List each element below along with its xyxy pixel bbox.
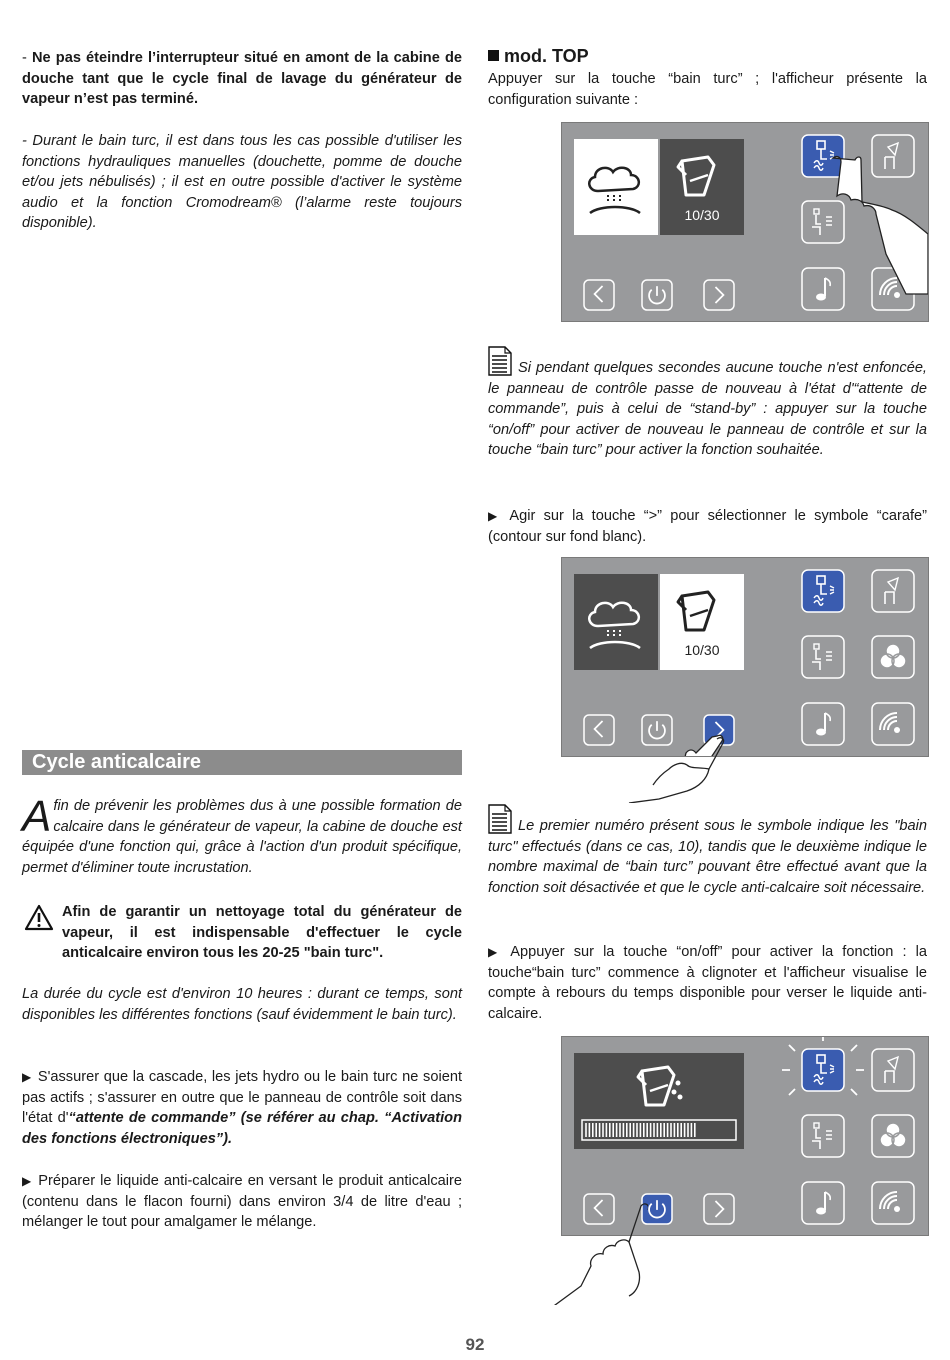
warning-triangle-icon bbox=[24, 904, 54, 931]
seat-icon bbox=[885, 578, 898, 604]
page-number: 92 bbox=[465, 1335, 485, 1354]
display-steam-cell bbox=[574, 574, 658, 670]
mod-top-heading bbox=[488, 46, 589, 67]
note-standby-text: Si pendant quelques secondes aucune touche n'est enfoncée, le panneau de contrôle passe de nouveau à l'état d'“attente de commande”, puis à celui de “stand-by” : appuyer sur la touche “on/off” pour activer de nouveau le panneau de contrôle et sur la touche “bain turc” pour activer la fonction souhaitée. bbox=[488, 360, 927, 459]
note-counter-text: Le premier numéro présent sous le symbole indique les "bain turc" effectués (dans ce cas, 10), tandis que le deuxième indique le nombre maximal de “bain turc” pouvant être effectué avant que la fonction soit désactivée et que le cycle anti-calcaire soit nécessaire. bbox=[488, 818, 927, 896]
generator-warning-text: Ne pas éteindre l’interrupteur situé en amont de la cabine de douche tant que le cycle final de lavage du générateur de vapeur n’est pas terminé. bbox=[22, 50, 462, 108]
warning-text: Afin de garantir un nettoyage total du générateur de vapeur, il est indispensable d'effectuer le cycle anticalcaire environ tous les 20-25 "bain turc". bbox=[62, 904, 462, 962]
step-prepare-liquid bbox=[22, 1171, 462, 1233]
bullet-icon: ▶ bbox=[22, 1174, 33, 1188]
note-standby bbox=[488, 346, 927, 461]
seat-icon bbox=[885, 1057, 898, 1083]
step-onoff-text: Appuyer sur la touche “on/off” pour activer la fonction : la touche“bain turc” commence à clignoter et l'afficheur visualise le compte à rebours du temps disponible pour verser le liquide anti-calcaire. bbox=[488, 944, 927, 1022]
power-icon bbox=[649, 286, 665, 303]
music-icon bbox=[816, 713, 830, 736]
pointing-hand-icon bbox=[548, 1195, 648, 1305]
left-arrow-key[interactable] bbox=[584, 715, 614, 745]
step1-bold-text: “attente de commande” (se référer au chap. “Activation des fonctions électroniques”). bbox=[22, 1110, 462, 1147]
music-icon bbox=[816, 1192, 830, 1215]
panel-1-drawing bbox=[562, 123, 928, 321]
wireless-icon bbox=[880, 713, 900, 733]
jets-icon bbox=[812, 1123, 832, 1149]
jets-icon bbox=[812, 644, 832, 670]
bain-turc-functions-note: - Durant le bain turc, il est dans tous les cas possible d'utiliser les fonctions hydrauliques manuelles (douchette, pomme de douche et/ou jets nébulisés) ; il est en outre possible d'activer le système audio et la fonction Cromodream® (l’alarme reste toujours disponible). bbox=[22, 133, 462, 232]
bullet-icon: ▶ bbox=[22, 1070, 32, 1084]
step2-text: Préparer le liquide anti-calcaire en versant le produit anticalcaire (contenu dans le flacon fourni) dans environ 3/4 de litre d'eau ; mélanger le tout pour amalgamer le mélange. bbox=[22, 1173, 462, 1231]
step-select-carafe bbox=[488, 506, 927, 547]
dash-prefix: - bbox=[22, 50, 32, 66]
left-arrow-key[interactable] bbox=[584, 280, 614, 310]
music-key[interactable] bbox=[802, 1182, 844, 1224]
left-arrow-icon bbox=[595, 721, 603, 737]
right-arrow-key[interactable] bbox=[704, 1194, 734, 1224]
step-check-inactive bbox=[22, 1067, 462, 1149]
step-activate-onoff bbox=[488, 942, 927, 1024]
note-icon bbox=[488, 346, 512, 376]
left-arrow-icon bbox=[595, 286, 603, 302]
wireless-key[interactable] bbox=[872, 703, 914, 745]
right-arrow-icon bbox=[715, 1201, 723, 1217]
jets-key[interactable] bbox=[802, 201, 844, 243]
right-arrow-key[interactable] bbox=[704, 280, 734, 310]
seat-key[interactable] bbox=[872, 135, 914, 177]
step1-text: S'assurer que la cascade, les jets hydro ou le bain turc ne soient pas actifs ; s'assurer en outre que le panneau de contrôle soit dans l'état d' bbox=[22, 1069, 463, 1127]
jets-key[interactable] bbox=[802, 636, 844, 678]
seat-key[interactable] bbox=[872, 570, 914, 612]
note-icon bbox=[488, 804, 512, 834]
anticalcaire-intro bbox=[22, 792, 462, 878]
bain-turc-counter: 10/30 bbox=[684, 207, 720, 223]
pointing-hand-icon bbox=[625, 735, 725, 803]
seat-icon bbox=[885, 143, 898, 169]
mod-title-text: mod. TOP bbox=[504, 46, 589, 66]
warning-paragraph-generator bbox=[22, 48, 462, 110]
panel-2-drawing bbox=[562, 558, 928, 756]
control-panel-2 bbox=[561, 557, 929, 757]
display-steam-cell bbox=[574, 139, 658, 235]
bain-turc-counter: 10/30 bbox=[684, 642, 720, 658]
mod-top-instruction: Appuyer sur la touche “bain turc” ; l'afficheur présente la configuration suivante : bbox=[488, 71, 927, 108]
chromotherapy-icon bbox=[880, 644, 906, 668]
note-counter bbox=[488, 804, 927, 898]
dropcap-letter: A bbox=[22, 792, 52, 841]
seat-key[interactable] bbox=[872, 1049, 914, 1091]
bullet-icon: ▶ bbox=[488, 509, 502, 523]
wireless-key[interactable] bbox=[872, 1182, 914, 1224]
jets-key[interactable] bbox=[802, 1115, 844, 1157]
music-key[interactable] bbox=[802, 268, 844, 310]
step-select-text: Agir sur la touche “>” pour sélectionner le symbole “carafe” (contour sur fond blanc). bbox=[488, 508, 927, 545]
cycle-duration-note: La durée du cycle est d'environ 10 heures : durant ce temps, sont disponibles les différentes fonctions (sauf évidemment le bain turc). bbox=[22, 986, 462, 1023]
bullet-icon: ▶ bbox=[488, 945, 503, 959]
intro-text: fin de prévenir les problèmes dus à une possible formation de calcaire dans le générateur de vapeur, la cabine de douche est équipée d'une fonction qui, grâce à l'action d'un produit spécifique, permet d'éliminer toute incrustation. bbox=[22, 798, 462, 876]
music-icon bbox=[816, 278, 830, 301]
warning-block bbox=[22, 902, 462, 964]
section-title-cycle-anticalcaire: Cycle anticalcaire bbox=[22, 750, 462, 775]
right-arrow-icon bbox=[715, 287, 723, 303]
square-bullet-icon bbox=[488, 50, 499, 61]
wireless-icon bbox=[880, 278, 900, 298]
music-key[interactable] bbox=[802, 703, 844, 745]
chromotherapy-icon bbox=[880, 1123, 906, 1147]
wireless-icon bbox=[880, 1192, 900, 1212]
countdown-progress-fill bbox=[586, 1123, 695, 1137]
jets-icon bbox=[812, 209, 832, 235]
control-panel-1 bbox=[561, 122, 929, 322]
